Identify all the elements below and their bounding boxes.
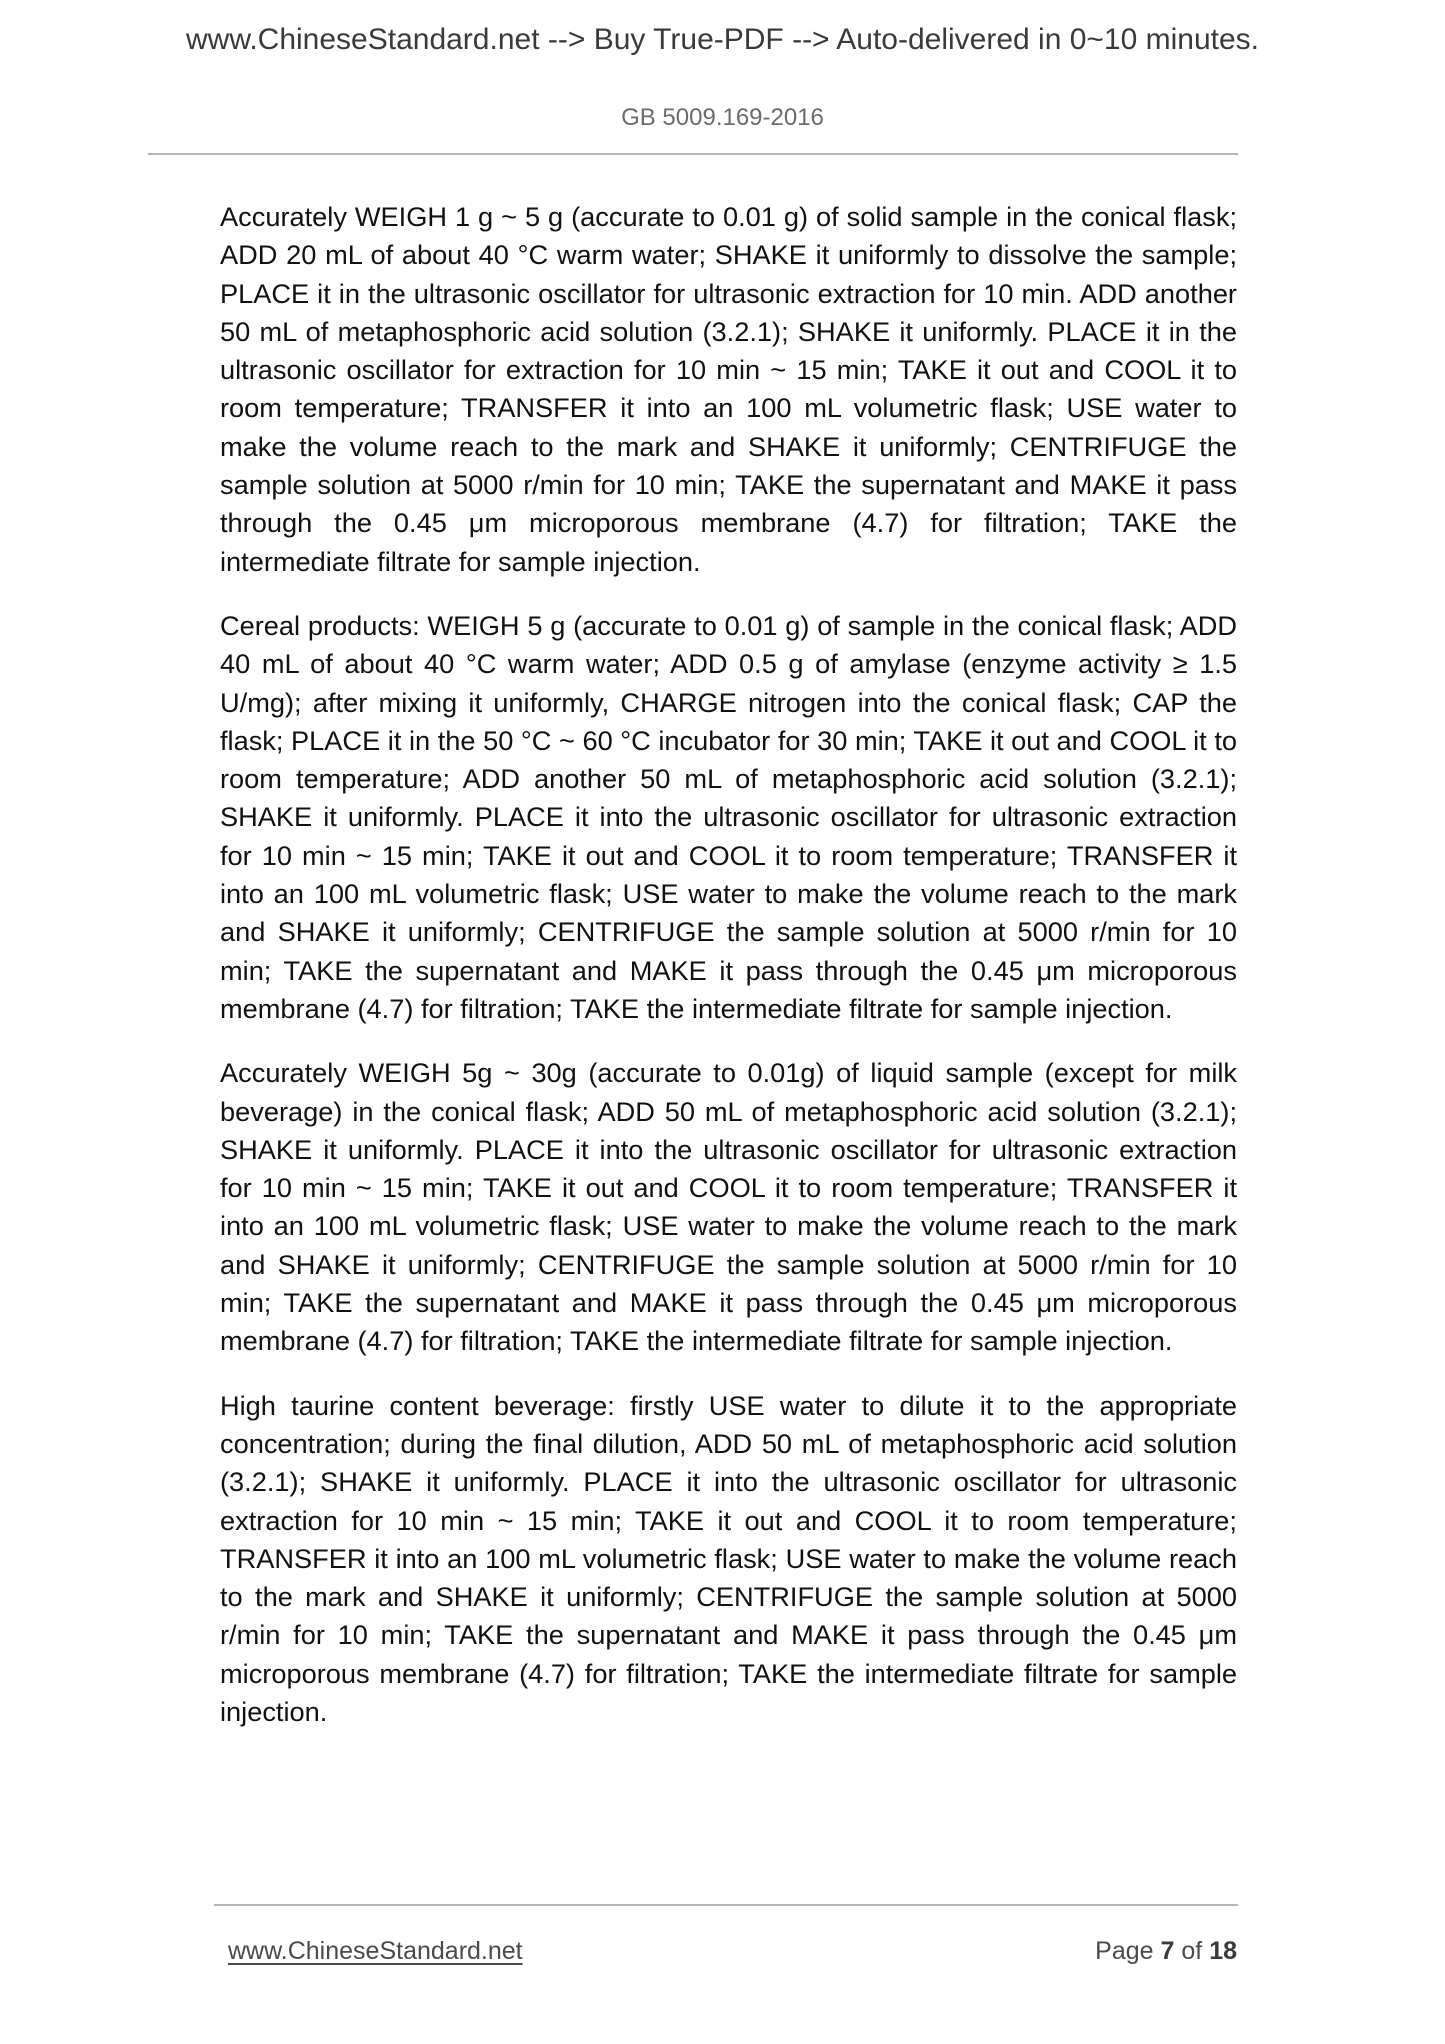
page-current: 7: [1160, 1937, 1175, 1965]
footer-site-link[interactable]: www.ChineseStandard.net: [228, 1937, 523, 1965]
header-banner: www.ChineseStandard.net --> Buy True-PDF --> Auto-delivered in 0~10 minutes.: [185, 23, 1260, 56]
header-divider: [148, 153, 1238, 155]
document-body: [220, 198, 1237, 1757]
footer-divider: [214, 1904, 1238, 1906]
paragraph-cereal-products: Cereal products: WEIGH 5 g (accurate to 0.01 g) of sample in the conical flask; ADD 40 mL of about 40 °C warm water; ADD 0.5 g of amylase (enzyme activity ≥ 1.5 U/mg); after mixing it uniformly, CHARGE nitrogen into the conical flask; CAP the flask; PLACE it in the 50 °C ~ 60 °C incubator for 30 min; TAKE it out and COOL it to room temperature; ADD another 50 mL of metaphosphoric acid solution (3.2.1); SHAKE it uniformly. PLACE it into the ultrasonic oscillator for ultrasonic extraction for 10 min ~ 15 min; TAKE it out and COOL it to room temperature; TRANSFER it into an 100 mL volumetric flask; USE water to make the volume reach to the mark and SHAKE it uniformly; CENTRIFUGE the sample solution at 5000 r/min for 10 min; TAKE the supernatant and MAKE it pass through the 0.45 μm microporous membrane (4.7) for filtration; TAKE the intermediate filtrate for sample injection.: [220, 609, 1237, 1024]
page-total: 18: [1209, 1937, 1237, 1965]
page-of: of: [1181, 1937, 1203, 1965]
paragraph-solid-sample: Accurately WEIGH 1 g ~ 5 g (accurate to 0.01 g) of solid sample in the conical flask; ADD 20 mL of about 40 °C warm water; SHAKE it uniformly to dissolve the sample; PLACE it in the ultrasonic oscillator for ultrasonic extraction for 10 min. ADD another 50 mL of metaphosphoric acid solution (3.2.1); SHAKE it uniformly. PLACE it in the ultrasonic oscillator for extraction for 10 min ~ 15 min; TAKE it out and COOL it to room temperature; TRANSFER it into an 100 mL volumetric flask; USE water to make the volume reach to the mark and SHAKE it uniformly; CENTRIFUGE the sample solution at 5000 r/min for 10 min; TAKE the supernatant and MAKE it pass through the 0.45 μm microporous membrane (4.7) for filtration; TAKE the intermediate filtrate for sample injection.: [220, 201, 1237, 577]
page-number: [1095, 1936, 1237, 1966]
paragraph-high-taurine-beverage: High taurine content beverage: firstly USE water to dilute it to the appropriate concentration; during the final dilution, ADD 50 mL of metaphosphoric acid solution (3.2.1); SHAKE it uniformly. PLACE it into the ultrasonic oscillator for ultrasonic extraction for 10 min ~ 15 min; TAKE it out and COOL it to room temperature; TRANSFER it into an 100 mL volumetric flask; USE water to make the volume reach to the mark and SHAKE it uniformly; CENTRIFUGE the sample solution at 5000 r/min for 10 min; TAKE the supernatant and MAKE it pass through the 0.45 μm microporous membrane (4.7) for filtration; TAKE the intermediate filtrate for sample injection.: [220, 1389, 1237, 1727]
page-prefix: Page: [1095, 1937, 1154, 1965]
standard-id: GB 5009.169-2016: [621, 104, 824, 131]
paragraph-liquid-sample: Accurately WEIGH 5g ~ 30g (accurate to 0.01g) of liquid sample (except for milk beverage) in the conical flask; ADD 50 mL of metaphosphoric acid solution (3.2.1); SHAKE it uniformly. PLACE it into the ultrasonic oscillator for ultrasonic extraction for 10 min ~ 15 min; TAKE it out and COOL it to room temperature; TRANSFER it into an 100 mL volumetric flask; USE water to make the volume reach to the mark and SHAKE it uniformly; CENTRIFUGE the sample solution at 5000 r/min for 10 min; TAKE the supernatant and MAKE it pass through the 0.45 μm microporous membrane (4.7) for filtration; TAKE the intermediate filtrate for sample injection.: [220, 1057, 1237, 1357]
